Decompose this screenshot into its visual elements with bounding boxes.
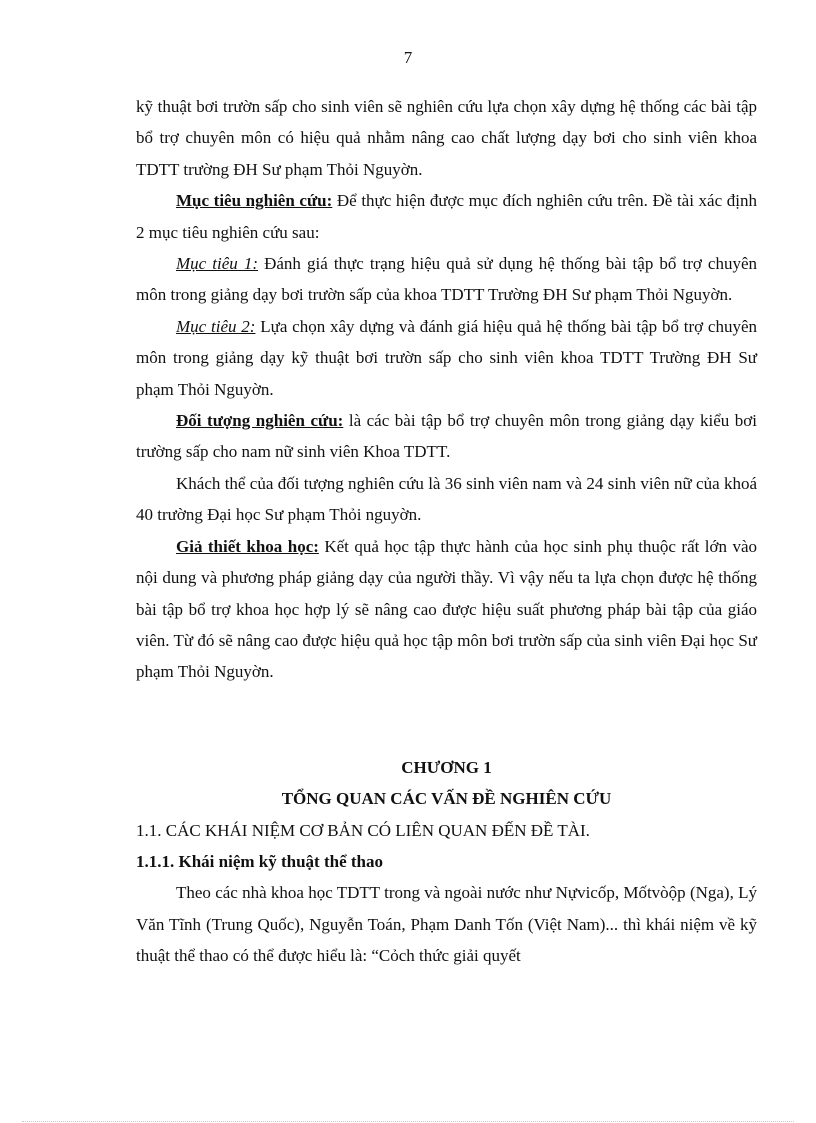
goal-2-label: Mục tiêu 2: xyxy=(176,316,256,336)
spacer xyxy=(136,688,757,752)
chapter-number: CHƯƠNG 1 xyxy=(401,757,492,777)
document-body xyxy=(136,91,757,972)
page-number: 7 xyxy=(403,48,413,67)
page-edge-divider xyxy=(22,1121,794,1122)
goal-1-label: Mục tiêu 1: xyxy=(176,254,259,274)
research-goals-text: Để thực hiện được mục đích nghiên cứu trên. Đề tài xác định 2 mục tiêu nghiên cứu sau: xyxy=(136,191,757,242)
hypothesis-label: Giả thiết khoa học: xyxy=(176,536,319,556)
paragraph-sports-technique: Theo các nhà khoa học TDTT trong và ngoài nước như Nựvicốp, Mốtvòộp (Nga), Lý Văn Tĩnh (Trung Quốc), Nguyễn Toán, Phạm Danh Tốn (Việt Nam)... thì khái niệm về kỹ thuật thể thao có thể được hiểu là: “Cỏch thức giải quyết xyxy=(136,883,757,966)
paragraph-goal-1 xyxy=(136,248,757,311)
paragraph-research-subject xyxy=(136,405,757,468)
section-heading: 1.1. CÁC KHÁI NIỆM CƠ BẢN CÓ LIÊN QUAN ĐẾN ĐỀ TÀI. xyxy=(136,820,590,840)
subsection-heading: 1.1.1. Khái niệm kỹ thuật thể thao xyxy=(136,851,383,871)
research-subject-text: là các bài tập bổ trợ chuyên môn trong giảng dạy kiểu bơi trường sấp cho nam nữ sinh viên Khoa TDTT. xyxy=(136,411,757,462)
paragraph-intro: kỹ thuật bơi trườn sấp cho sinh viên sẽ nghiên cứu lựa chọn xây dựng hệ thống các bài tập bổ trợ chuyên môn có hiệu quả nhằm nâng cao chất lượng dạy bơi cho sinh viên khoa TDTT trường ĐH Sư phạm Thỏi Nguyờn. xyxy=(136,97,757,179)
paragraph-goal-2 xyxy=(136,311,757,405)
paragraph-participants: Khách thể của đối tượng nghiên cứu là 36 sinh viên nam và 24 sinh viên nữ của khoá 40 trường Đại học Sư phạm Thỏi nguyờn. xyxy=(136,473,757,525)
research-goals-label: Mục tiêu nghiên cứu: xyxy=(176,191,333,211)
chapter-title: TỔNG QUAN CÁC VẤN ĐỀ NGHIÊN CỨU xyxy=(281,789,612,809)
goal-2-text: Lựa chọn xây dựng và đánh giá hiệu quả hệ thống bài tập bổ trợ chuyên môn trong giảng dạy kỹ thuật bơi trườn sấp cho sinh viên khoa TDTT Trường ĐH Sư phạm Thỏi Nguyờn. xyxy=(136,316,757,399)
hypothesis-text: Kết quả học tập thực hành của học sinh phụ thuộc rất lớn vào nội dung và phương pháp giảng dạy của người thầy. Vì vậy nếu ta lựa chọn được hệ thống bài tập bổ trợ khoa học hợp lý sẽ nâng cao được hiệu suất phương pháp bài tập của giáo viên. Từ đó sẽ nâng cao được hiệu quả học tập môn bơi trườn sấp của sinh viên Đại học Sư phạm Thỏi Nguyờn. xyxy=(136,536,757,682)
paragraph-hypothesis xyxy=(136,531,757,688)
goal-1-text: Đánh giá thực trạng hiệu quả sử dụng hệ thống bài tập bổ trợ chuyên môn trong giảng dạy bơi trườn sấp của khoa TDTT Trường ĐH Sư phạm Thỏi Nguyờn. xyxy=(136,254,758,305)
research-subject-label: Đối tượng nghiên cứu: xyxy=(176,411,344,431)
paragraph-research-goals xyxy=(136,185,757,248)
